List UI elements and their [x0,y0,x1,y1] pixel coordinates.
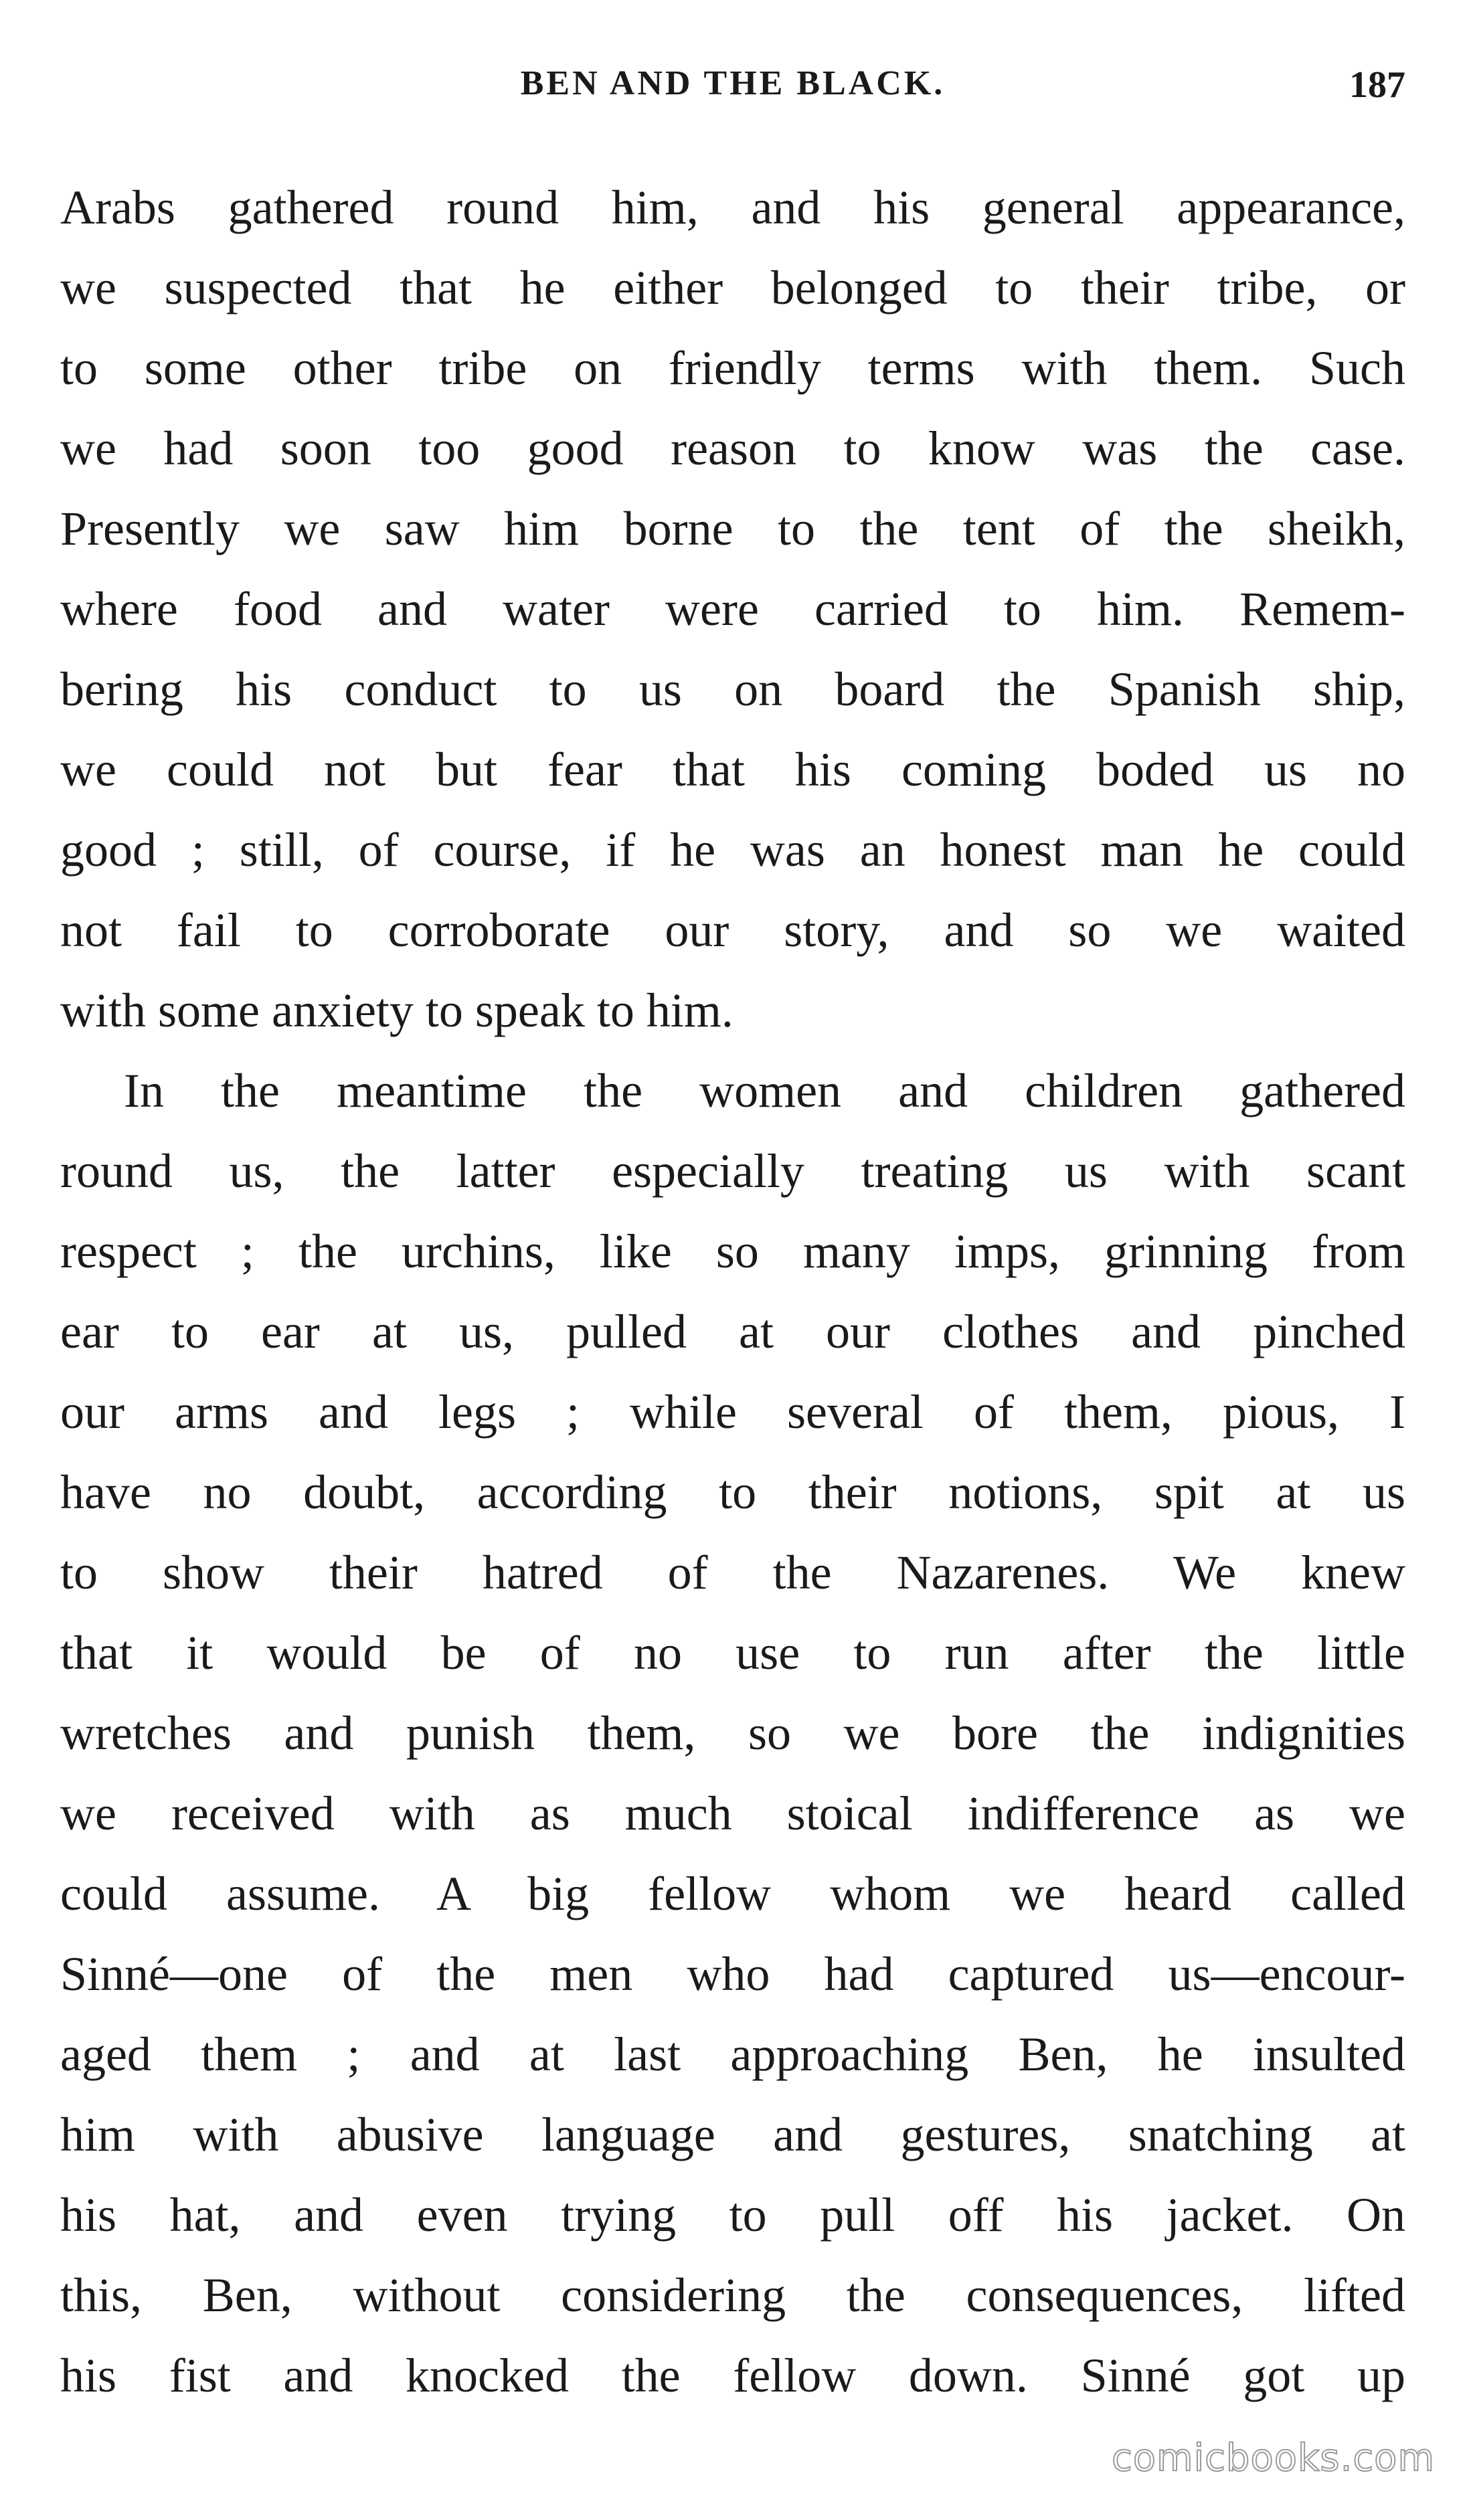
text-line: to show their hatred of the Nazarenes. We knew [60,1546,1405,1599]
text-line: his hat, and even trying to pull off his jacket. On [60,2188,1405,2242]
text-line: his fist and knocked the fellow down. Sinné got up [60,2349,1405,2402]
page-header [60,64,1405,117]
text-line: where food and water were carried to him. Remem- [60,582,1405,636]
text-line: to some other tribe on friendly terms with them. Such [60,341,1405,395]
text-line: respect ; the urchins, like so many imps, grinning from [60,1225,1405,1278]
text-line: we suspected that he either belonged to their tribe, or [60,261,1405,314]
text-line: Presently we saw him borne to the tent of the sheikh, [60,502,1405,555]
text-line: this, Ben, without considering the consequences, lifted [60,2268,1405,2322]
text-line: could assume. A big fellow whom we heard called [60,1867,1405,1920]
text-line: not fail to corroborate our story, and so we waited [60,903,1405,957]
text-line: we could not but fear that his coming boded us no [60,743,1405,796]
text-line: good ; still, of course, if he was an honest man he could [60,823,1405,877]
running-title: BEN AND THE BLACK. [520,64,946,102]
text-line: with some anxiety to speak to him. [60,984,734,1037]
text-line: round us, the latter especially treating us with scant [60,1144,1405,1198]
text-line: aged them ; and at last approaching Ben, he insulted [60,2028,1405,2081]
text-line: we had soon too good reason to know was the case. [60,422,1405,475]
text-line: our arms and legs ; while several of them, pious, I [60,1385,1405,1439]
text-line: wretches and punish them, so we bore the indignities [60,1706,1405,1760]
text-line: Sinné—one of the men who had captured us—encour- [60,1947,1405,2001]
text-line: In the meantime the women and children gathered [124,1064,1405,1117]
text-line: him with abusive language and gestures, snatching at [60,2108,1405,2161]
text-line: Arabs gathered round him, and his general appearance, [60,181,1405,234]
watermark: comicbooks.com [1111,2436,1435,2480]
text-line: that it would be of no use to run after the little [60,1626,1405,1680]
body-text [60,167,1405,2416]
text-line: we received with as much stoical indifference as we [60,1787,1405,1840]
text-line: ear to ear at us, pulled at our clothes and pinched [60,1305,1405,1358]
text-line: bering his conduct to us on board the Spanish ship, [60,662,1405,716]
page-number: 187 [1349,64,1405,106]
text-line: have no doubt, according to their notions, spit at us [60,1465,1405,1519]
